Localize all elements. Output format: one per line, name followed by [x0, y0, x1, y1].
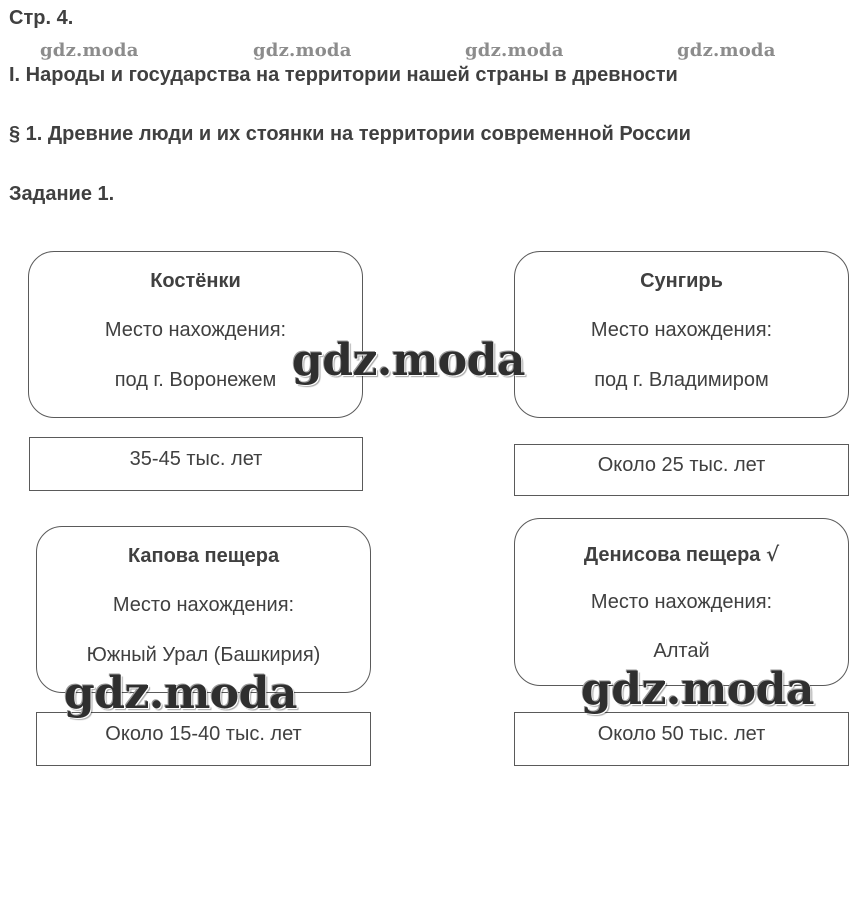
age-box-sungir — [514, 444, 849, 496]
location-value: под г. Владимиром — [594, 369, 769, 391]
location-value: Южный Урал (Башкирия) — [86, 644, 321, 666]
site-name: Костёнки — [150, 270, 241, 292]
site-name: Сунгирь — [640, 270, 723, 292]
watermark-small: gdz.moda — [40, 40, 139, 61]
site-name: Капова пещера — [127, 545, 280, 567]
age-value: Около 25 тыс. лет — [597, 454, 766, 476]
location-label: Место нахождения: — [590, 591, 773, 613]
site-name-row — [515, 542, 848, 567]
location-label: Место нахождения: — [590, 319, 773, 341]
site-name: Денисова пещера — [583, 544, 761, 566]
location-value: Алтай — [653, 640, 710, 662]
section-title: § 1. Древние люди и их стоянки на территории современной России — [9, 123, 691, 145]
age-box-denisova — [514, 712, 849, 766]
location-label: Место нахождения: — [104, 319, 287, 341]
watermark-small: gdz.moda — [253, 40, 352, 61]
task-title: Задание 1. — [9, 183, 115, 205]
check-mark: √ — [766, 542, 780, 566]
age-box-kapova — [36, 712, 371, 766]
site-card-denisova — [514, 518, 849, 686]
watermark-large: gdz.moda — [292, 335, 526, 386]
watermark-small: gdz.moda — [465, 40, 564, 61]
age-box-kostenki — [29, 437, 363, 491]
watermark-small: gdz.moda — [677, 40, 776, 61]
chapter-title: I. Народы и государства на территории нашей страны в древности — [9, 64, 678, 86]
age-value: Около 15-40 тыс. лет — [105, 723, 302, 745]
location-value: под г. Воронежем — [114, 369, 277, 391]
watermark-large: gdz.moda — [64, 668, 298, 719]
age-value: Около 50 тыс. лет — [597, 723, 766, 745]
watermark-large: gdz.moda — [581, 664, 815, 715]
age-value: 35-45 тыс. лет — [129, 448, 263, 470]
location-label: Место нахождения: — [112, 594, 295, 616]
site-card-sungir — [514, 251, 849, 418]
page-number: Стр. 4. — [9, 7, 74, 29]
